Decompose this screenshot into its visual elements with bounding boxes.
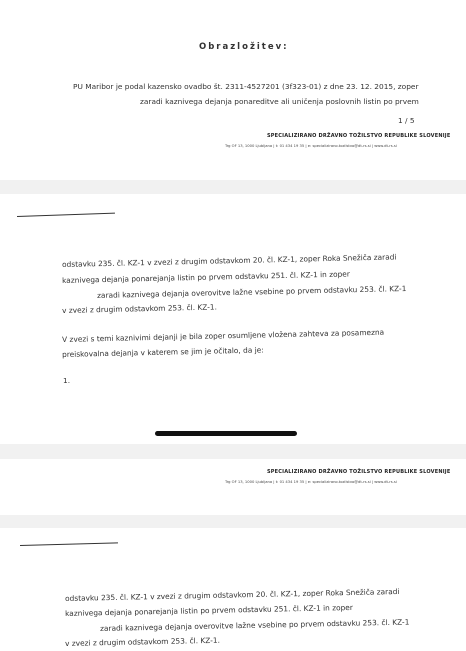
document-page-1 xyxy=(0,0,466,180)
document-page-3 xyxy=(10,459,466,515)
header-rule xyxy=(20,542,118,546)
body-line: PU Maribor je podal kazensko ovadbo št. 2311-4527201 (3f323-01) z dne 23. 12. 2015, zoper xyxy=(73,82,419,91)
document-title: Obrazložitev: xyxy=(199,42,289,52)
body-line: odstavku 235. čl. KZ-1 v zvezi z drugim odstavkom 20. čl. KZ-1, zoper Roka Snežiča zaradi xyxy=(65,586,400,603)
page-number: 1 / 5 xyxy=(398,116,415,125)
list-item-number: 1. xyxy=(63,376,71,385)
document-page-2 xyxy=(0,194,466,444)
footer-organization: SPECIALIZIRANO DRŽAVNO TOŽILSTVO REPUBLIKE SLOVENIJE xyxy=(267,469,451,475)
body-line: kaznivega dejanja ponarejanja listin po prvem odstavku 251. čl. KZ-1 in zoper xyxy=(62,269,350,285)
page-gap xyxy=(0,180,466,194)
header-rule xyxy=(17,213,115,217)
body-line: V zvezi s temi kaznivimi dejanji je bila zoper osumljene vložena zahteva za posamezna xyxy=(62,327,385,344)
page-gap xyxy=(0,515,466,528)
body-line: kaznivega dejanja ponarejanja listin po prvem odstavku 251. čl. KZ-1 in zoper xyxy=(65,602,353,618)
document-page-4 xyxy=(10,528,466,651)
footer-address: Trg OF 13, 1000 Ljubljana | t: 01 434 19 35 | e: specializirano.tozilstvo@dt-rs.si | www.dt-rs.si xyxy=(225,480,397,484)
body-line: zaradi kaznivega dejanja overovitve lažne vsebine po prvem odstavku 253. čl. KZ-1 xyxy=(97,283,407,300)
body-line: zaradi kaznivega dejanja overovitve lažne vsebine po prvem odstavku 253. čl. KZ-1 xyxy=(100,617,410,633)
footer-organization: SPECIALIZIRANO DRŽAVNO TOŽILSTVO REPUBLIKE SLOVENIJE xyxy=(267,133,451,139)
body-line: v zvezi z drugim odstavkom 253. čl. KZ-1. xyxy=(62,302,217,315)
page-gap xyxy=(0,444,466,459)
footer-address: Trg OF 13, 1000 Ljubljana | t: 01 434 19 35 | e: specializirano.tozilstvo@dt-rs.si | www.dt-rs.si xyxy=(225,144,397,148)
body-line: v zvezi z drugim odstavkom 253. čl. KZ-1. xyxy=(65,635,220,648)
body-line: zaradi kaznivega dejanja ponareditve ali uničenja poslovnih listin po prvem xyxy=(140,97,419,106)
home-indicator[interactable] xyxy=(155,431,297,436)
body-line: preiskovalna dejanja v katerem se jim je očitalo, da je: xyxy=(62,345,264,359)
body-line: odstavku 235. čl. KZ-1 v zvezi z drugim odstavkom 20. čl. KZ-1, zoper Roka Snežiča zaradi xyxy=(62,252,397,269)
